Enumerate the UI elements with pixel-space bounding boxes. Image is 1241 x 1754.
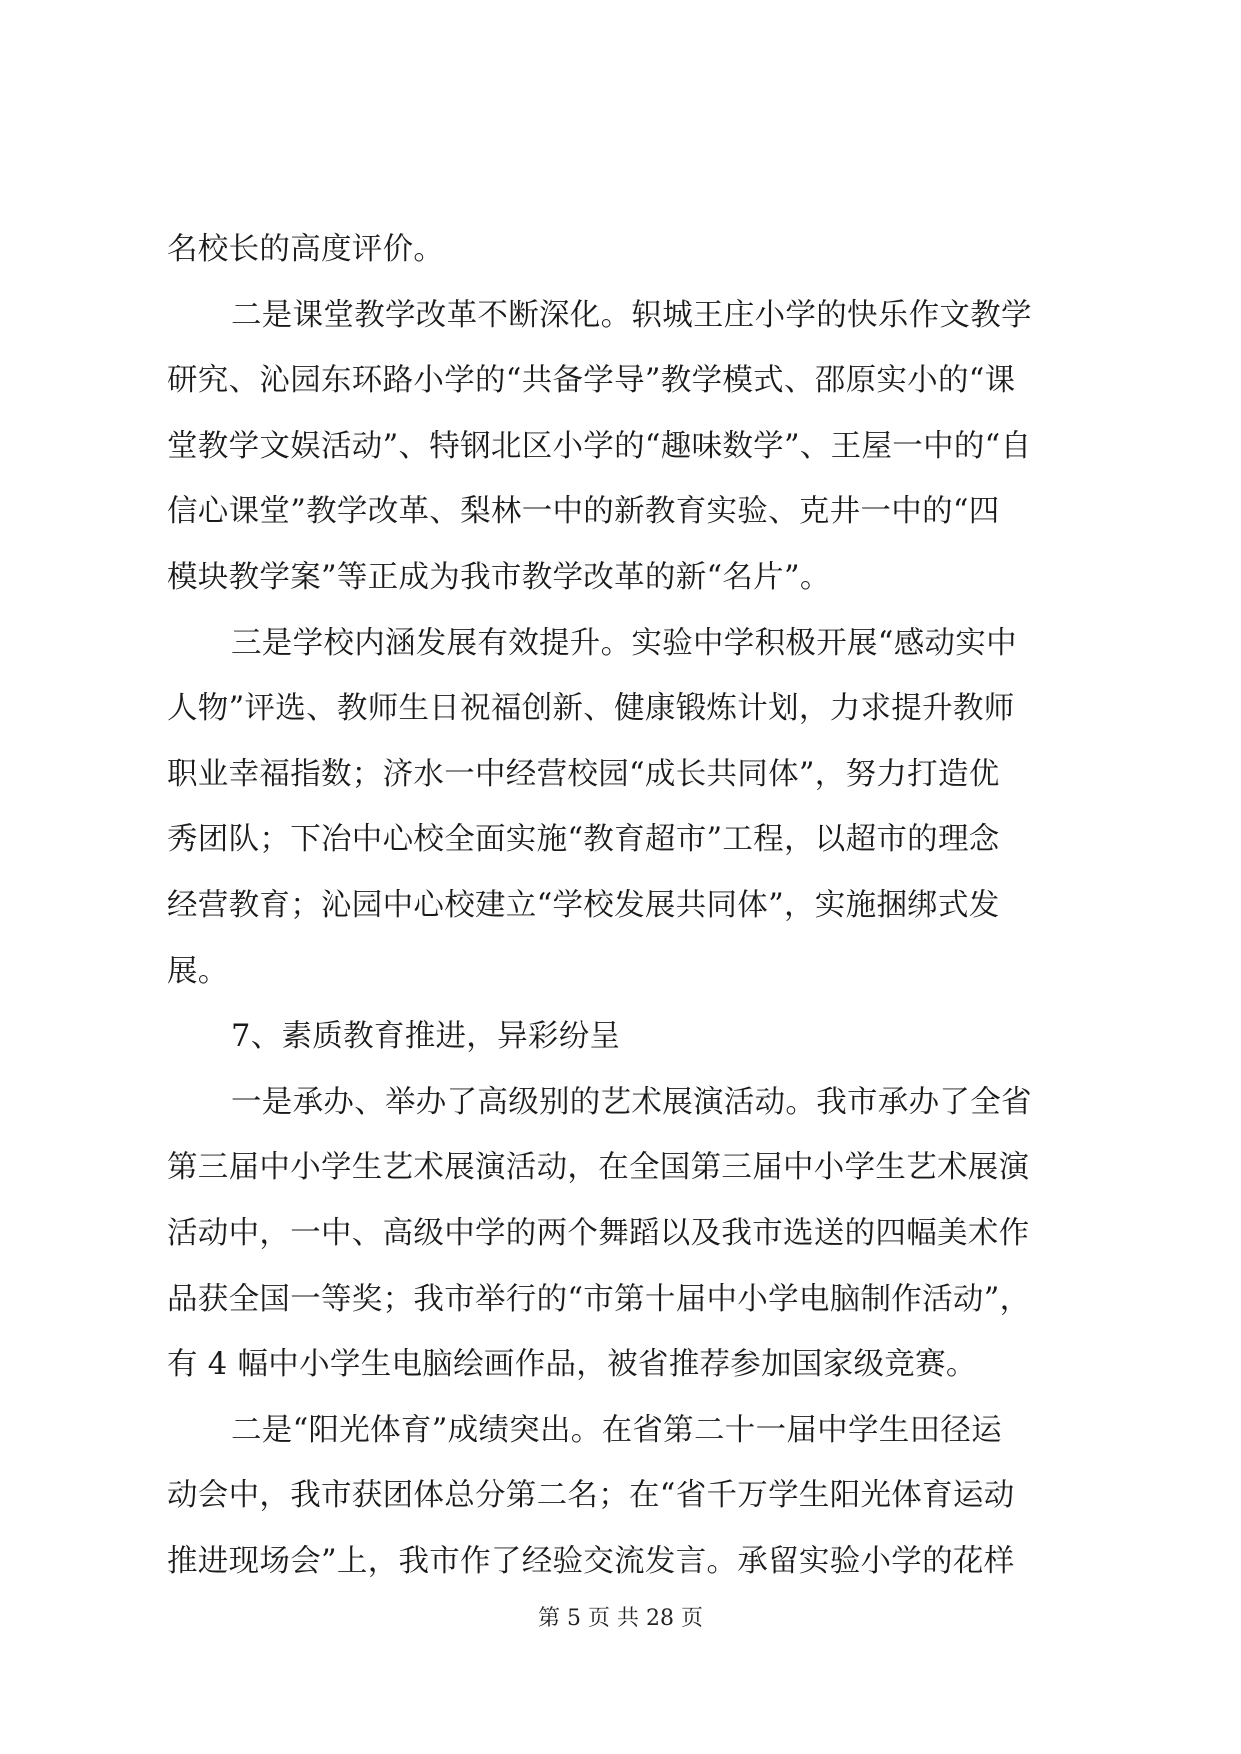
body-text — [167, 226, 1075, 1603]
section-heading: 7、素质教育推进，异彩纷呈 — [231, 1019, 621, 1055]
text-line: 品获全国一等奖；我市举行的“市第十届中小学电脑制作活动”， — [167, 1281, 1031, 1317]
text-line: 动会中，我市获团体总分第二名；在“省千万学生阳光体育运动 — [167, 1478, 1015, 1514]
paragraph-line: 三是学校内涵发展有效提升。实验中学积极开展“感动实中 — [231, 625, 1017, 661]
text-line: 经营教育；沁园中心校建立“学校发展共同体”，实施捆绑式发 — [167, 887, 1000, 923]
text-line: 有 4 幅中小学生电脑绘画作品，被省推荐参加国家级竞赛。 — [167, 1347, 977, 1383]
text-line: 名校长的高度评价。 — [167, 232, 445, 267]
text-line: 秀团队；下冶中心校全面实施“教育超市”工程，以超市的理念 — [167, 822, 1000, 858]
paragraph-line: 一是承办、举办了高级别的艺术展演活动。我市承办了全省 — [231, 1084, 1032, 1120]
text-line: 堂教学文娱活动”、特钢北区小学的“趣味数学”、王屋一中的“自 — [167, 428, 1032, 464]
text-line: 第三届中小学生艺术展演活动，在全国第三届中小学生艺术展演 — [167, 1150, 1030, 1186]
text-line: 展。 — [167, 953, 229, 989]
page-number-footer: 第 5 页 共 28 页 — [538, 1606, 703, 1631]
text-line: 推进现场会”上，我市作了经验交流发言。承留实验小学的花样 — [167, 1543, 1015, 1579]
paragraph-line: 二是课堂教学改革不断深化。轵城王庄小学的快乐作文教学 — [231, 297, 1032, 333]
text-line: 人物”评选、教师生日祝福创新、健康锻炼计划，力求提升教师 — [167, 691, 1015, 727]
text-line: 职业幸福指数；济水一中经营校园“成长共同体”，努力打造优 — [167, 756, 1000, 792]
paragraph-line: 二是“阳光体育”成绩突出。在省第二十一届中学生田径运 — [231, 1412, 1002, 1448]
text-line: 模块教学案”等正成为我市教学改革的新“名片”。 — [167, 559, 831, 595]
text-line: 信心课堂”教学改革、梨林一中的新教育实验、克井一中的“四 — [167, 494, 1000, 530]
text-line: 活动中，一中、高级中学的两个舞蹈以及我市选送的四幅美术作 — [167, 1215, 1030, 1251]
text-line: 研究、沁园东环路小学的“共备学导”教学模式、邵原实小的“课 — [167, 363, 1016, 399]
